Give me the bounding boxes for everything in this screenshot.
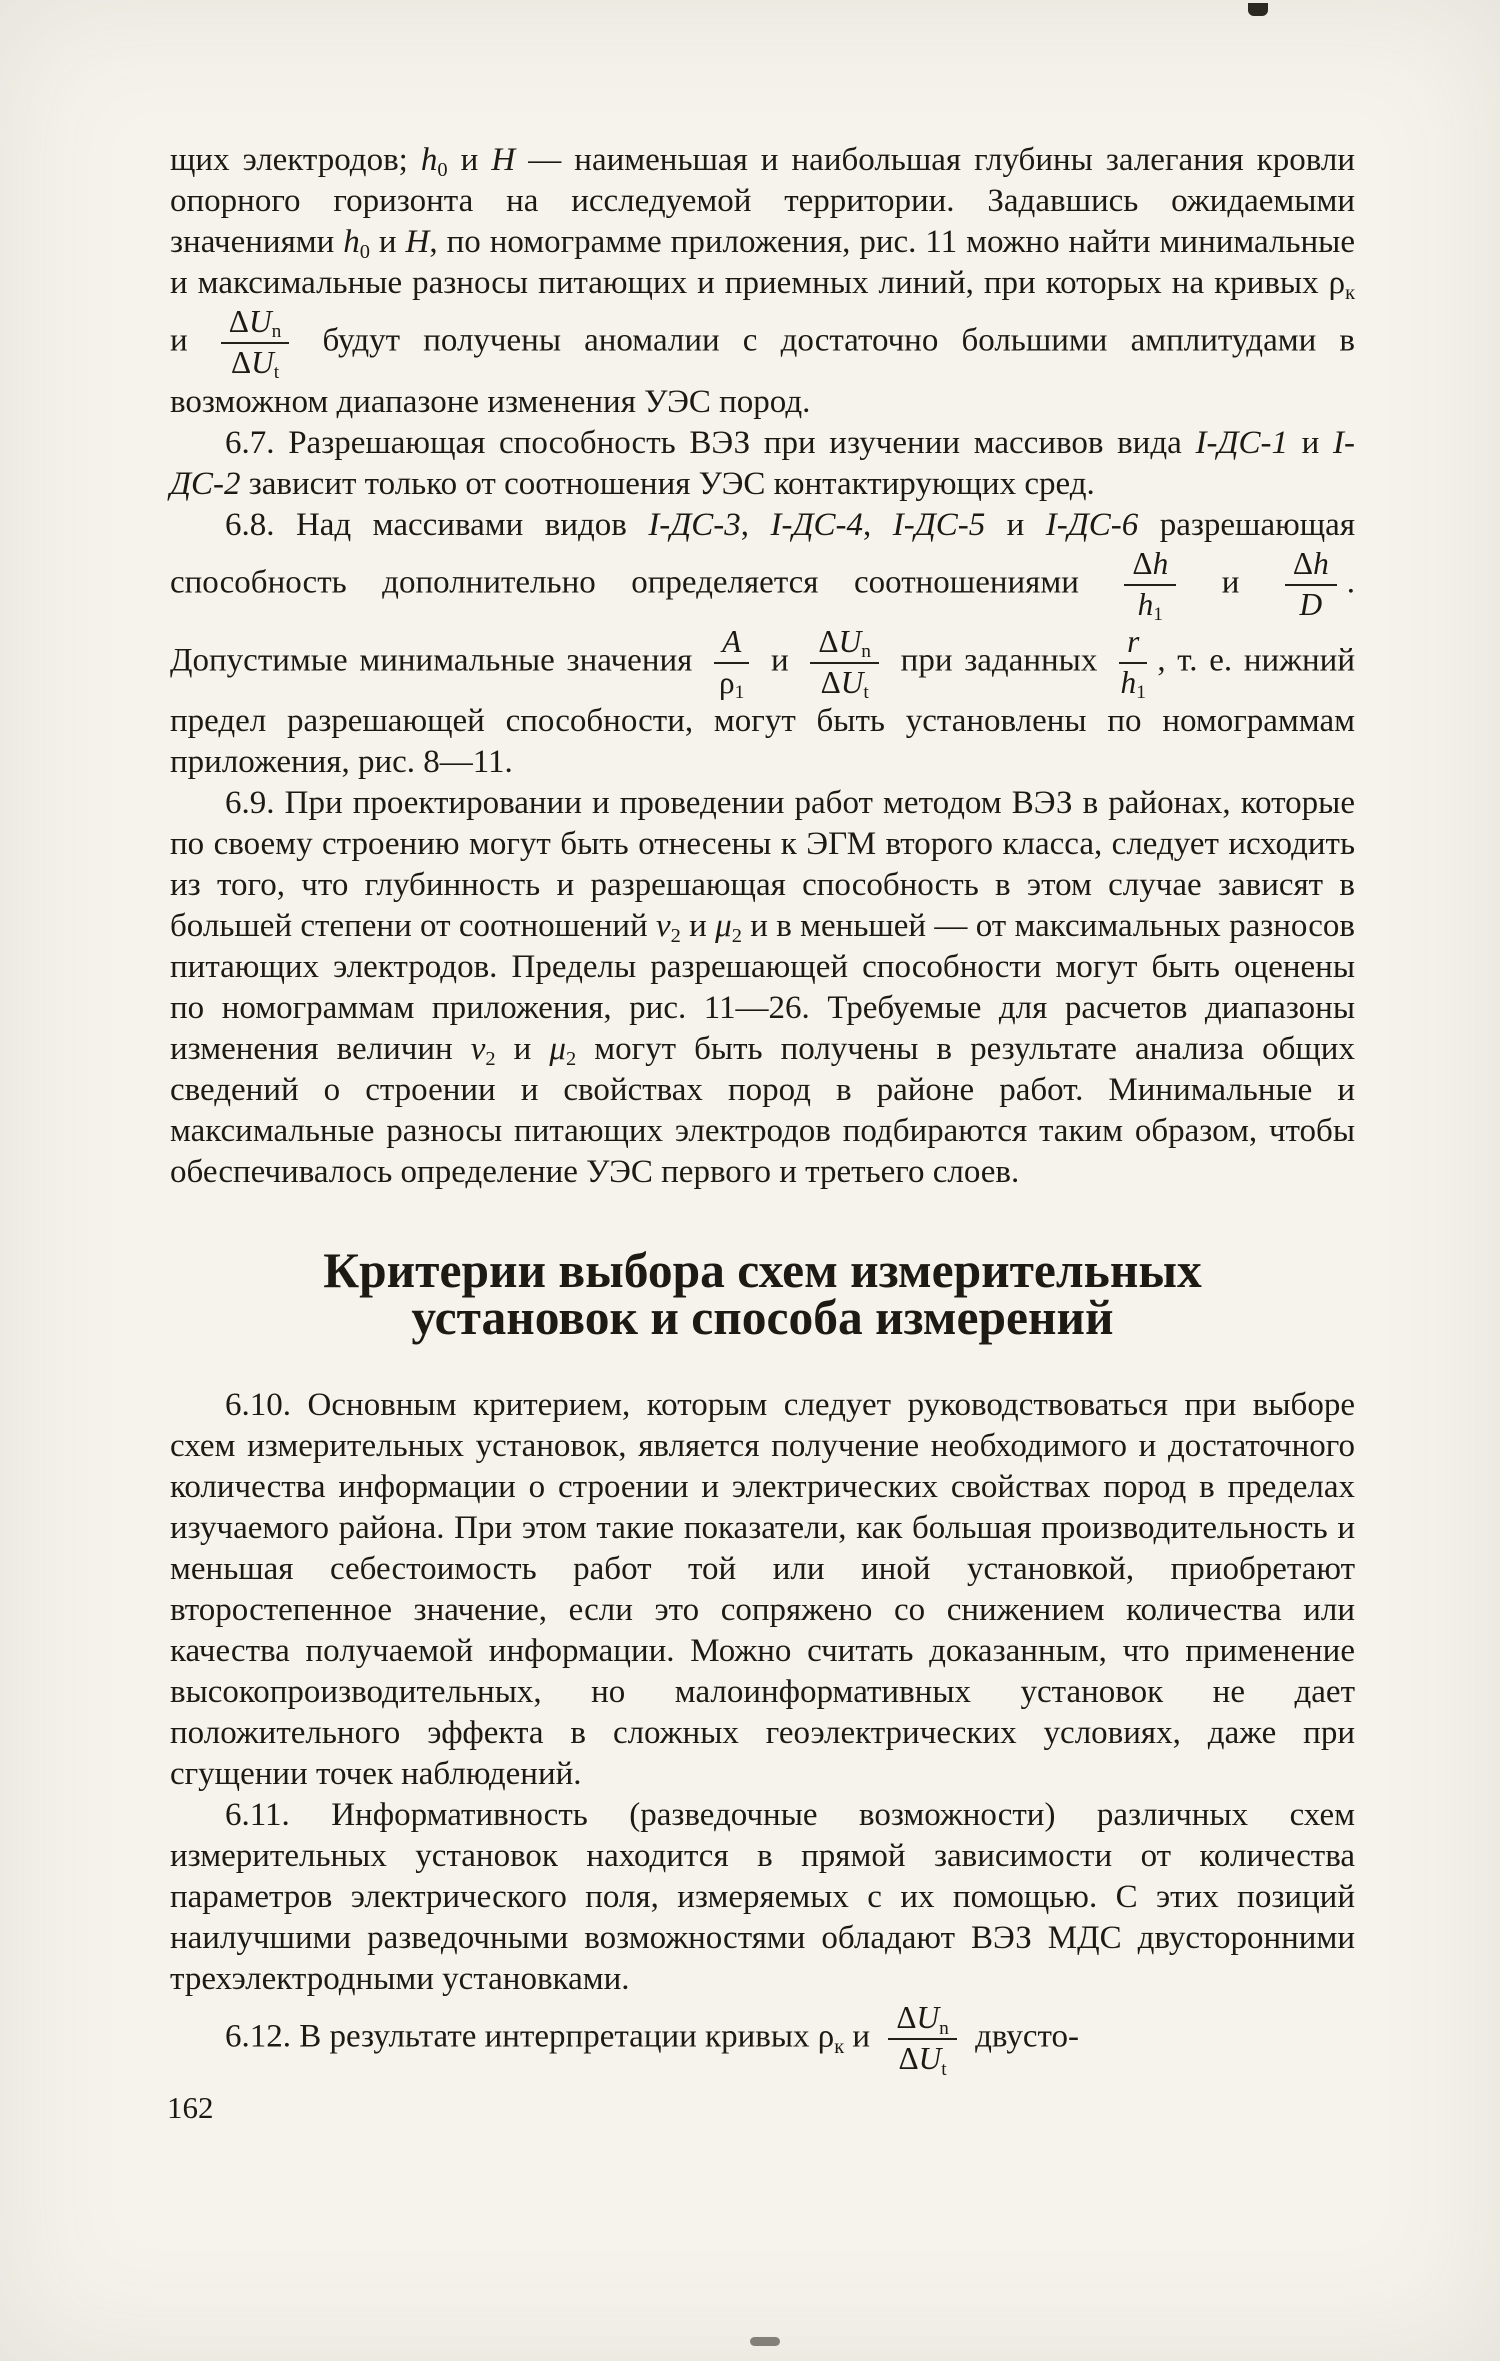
text-block xyxy=(170,140,1355,2078)
text-run: , т. е. нижний предел разрешающей способности, могут быть установлены по номограммам приложения, рис. 8—11. xyxy=(170,642,1355,781)
subscript: 1 xyxy=(1153,604,1164,626)
fraction-dUn-dUt xyxy=(888,2000,957,2080)
math-var-h: h xyxy=(1152,545,1169,581)
text-run: 6.9. При проектировании и проведении работ методом ВЭЗ в районах, которые по своему строению могут быть отнесены к ЭГМ второго класса, следует исходить из того, что глубинность и разрешающая способность в этом случае зависят в большей степени от соотношений xyxy=(170,785,1355,945)
subscript: 0 xyxy=(437,158,448,181)
fraction-numerator xyxy=(810,623,879,664)
fraction-dh-h1 xyxy=(1124,545,1176,626)
subscript: n xyxy=(271,321,282,343)
math-var-h0: h xyxy=(420,142,438,178)
subscript: t xyxy=(941,2058,947,2080)
fraction-numerator xyxy=(888,2002,957,2040)
text-run: и xyxy=(759,642,801,679)
fraction-denominator xyxy=(1120,664,1146,703)
delta: Δ xyxy=(818,623,839,659)
text-run: и xyxy=(680,908,716,945)
fraction-denominator xyxy=(718,664,745,703)
fraction-denominator xyxy=(898,2040,947,2080)
text-run: — наименьшая и наибольшая глубины залегания кровли опорного горизонта на исследуемой территории. Задавшись ожидаемыми значениями xyxy=(170,142,1355,260)
math-var-A: A xyxy=(722,623,742,659)
subscript: к xyxy=(1345,281,1355,304)
fraction-numerator xyxy=(221,306,290,344)
fraction-denominator xyxy=(820,664,869,703)
text-run: и xyxy=(447,142,492,178)
math-var-rho: ρ xyxy=(718,664,735,700)
class-label: I-ДС-5 xyxy=(892,506,986,543)
fraction-denominator xyxy=(230,344,280,384)
math-var-nu2: ν xyxy=(470,1031,486,1068)
fraction-dh-D xyxy=(1285,545,1337,622)
section-heading xyxy=(170,1243,1355,1346)
subscript: 2 xyxy=(731,925,742,948)
math-var-rho-k: ρ xyxy=(1328,265,1346,301)
delta: Δ xyxy=(1132,545,1153,581)
math-var-U: U xyxy=(918,2041,942,2077)
paragraph-intro xyxy=(170,140,1355,423)
math-var-r: r xyxy=(1127,623,1140,659)
math-var-U: U xyxy=(916,2000,940,2036)
paragraph-6-10 xyxy=(170,1385,1355,1795)
text-run: и xyxy=(369,224,406,260)
class-label: I-ДС-1 xyxy=(1195,424,1288,461)
math-var-U: U xyxy=(838,623,862,659)
math-var-H: H xyxy=(491,142,516,178)
math-var-h: h xyxy=(1120,664,1137,700)
fraction-numerator xyxy=(714,623,749,664)
fraction-denominator xyxy=(1300,586,1323,622)
math-var-U: U xyxy=(840,664,864,700)
math-var-mu2: μ xyxy=(549,1031,566,1068)
paragraph-6-8 xyxy=(170,505,1355,784)
text-run: и xyxy=(170,322,211,359)
scan-artifact xyxy=(1248,3,1268,16)
text-run: , по номограмме приложения, рис. 11 можно найти минимальные и максимальные разносы питающих и приемных линий, при которых на кривых xyxy=(170,224,1355,301)
fraction-numerator xyxy=(1124,545,1176,586)
subscript: 2 xyxy=(485,1048,496,1071)
text-run: и xyxy=(844,2018,879,2055)
text-run: и xyxy=(495,1031,550,1068)
class-label: I-ДС-3 xyxy=(648,506,741,543)
text-run: и xyxy=(1287,424,1334,461)
fraction-numerator xyxy=(1119,623,1147,664)
heading-line-1: Критерии выбора схем измерительных xyxy=(323,1243,1202,1299)
subscript: 2 xyxy=(565,1048,577,1071)
paragraph-6-7 xyxy=(170,423,1355,505)
fraction-dUn-dUt xyxy=(221,304,290,384)
text-run: могут быть получены в результате анализа общих сведений о строении и свойствах пород в районе работ. Минимальные и максимальные разносы питающих электродов подбираются таким образом, чтобы обеспечивалось определение УЭС первого и третьего слоев. xyxy=(170,1031,1355,1191)
text-run: . Допустимые минимальные значения xyxy=(170,564,1355,679)
text-run: 6.11. Информативность (разведочные возможности) различных схем измерительных установок находится в прямой зависимости от количества параметров электрического поля, измеряемых с их помощью. С этих позиций наилучшими разведочными возможностями обладают ВЭЗ МДС двусторонними трехэлектродными установками. xyxy=(170,1797,1355,1998)
text-run: двусто- xyxy=(966,2018,1079,2055)
subscript: t xyxy=(863,681,869,703)
text-run: зависит только от соотношения УЭС контактирующих сред. xyxy=(240,465,1095,502)
subscript: к xyxy=(834,2035,845,2058)
subscript: n xyxy=(939,2017,949,2039)
delta: Δ xyxy=(820,664,841,700)
text-run: , xyxy=(863,506,893,543)
math-var-H: H xyxy=(405,224,430,260)
text-run: при заданных xyxy=(888,642,1110,679)
paragraph-6-12 xyxy=(170,2000,1355,2078)
text-run: 6.8. Над массивами видов xyxy=(225,506,649,543)
subscript: t xyxy=(273,362,280,384)
delta: Δ xyxy=(1292,545,1314,581)
page-number: 162 xyxy=(167,2090,214,2125)
fraction-A-rho1 xyxy=(714,623,749,703)
math-var-nu2: ν xyxy=(656,908,671,945)
paragraph-6-9 xyxy=(170,783,1355,1193)
math-var-h0: h xyxy=(343,224,360,260)
fraction-dUn-dUt xyxy=(810,623,879,703)
class-label: I-ДС-6 xyxy=(1045,506,1139,543)
subscript: 0 xyxy=(359,240,370,263)
math-var-mu2: μ xyxy=(715,908,732,945)
delta: Δ xyxy=(228,304,249,339)
math-var-D: D xyxy=(1299,586,1323,622)
fraction-r-h1 xyxy=(1119,623,1147,703)
text-run: и xyxy=(985,506,1046,543)
text-run: разрешающая способность дополнительно определяется соотношениями xyxy=(170,506,1356,601)
text-run: и в меньшей — от максимальных разносов питающих электродов. Пределы разрешающей способности могут быть оценены по номограммам приложения, рис. 11—26. Требуемые для расчетов диапазоны изменения величин xyxy=(170,908,1355,1068)
subscript: 1 xyxy=(1136,681,1146,703)
fraction-numerator xyxy=(1285,545,1337,586)
text-run: и xyxy=(1186,564,1275,601)
text-run: щих электродов; xyxy=(170,142,421,178)
text-run: 6.7. Разрешающая способность ВЭЗ при изучении массивов вида xyxy=(225,424,1196,461)
fraction-denominator xyxy=(1137,586,1164,626)
math-var-U: U xyxy=(251,344,274,380)
math-var-h: h xyxy=(1313,545,1329,581)
subscript: 2 xyxy=(670,925,681,948)
text-run: 6.12. В результате интерпретации кривых xyxy=(225,2018,818,2055)
delta: Δ xyxy=(898,2041,919,2077)
math-var-U: U xyxy=(248,304,272,339)
text-run: будут получены аномалии с достаточно большими амплитудами в возможном диапазоне изменения УЭС пород. xyxy=(170,322,1355,420)
delta: Δ xyxy=(896,2000,917,2036)
scan-artifact xyxy=(750,2337,780,2346)
class-label: I-ДС-2 xyxy=(170,424,1355,502)
class-label: I-ДС-4 xyxy=(770,506,863,543)
paragraph-6-11 xyxy=(170,1795,1355,2000)
text-run: 6.10. Основным критерием, которым следует руководствоваться при выборе схем измерительных установок, является получение необходимого и достаточного количества информации о строении и электрических свойствах пород в пределах изучаемого района. При этом такие показатели, как большая производительность и меньшая себестоимость работ той или иной установкой, приобретают второстепенное значение, если это сопряжено со снижением количества или качества получаемой информации. Можно считать доказанным, что применение высокопроизводительных, но малоинформативных установок не дает положительного эффекта в сложных геоэлектрических условиях, даже при сгущении точек наблюдений. xyxy=(170,1387,1355,1793)
delta: Δ xyxy=(230,344,252,380)
subscript: n xyxy=(861,641,871,663)
text-run: , xyxy=(740,506,771,543)
math-var-h: h xyxy=(1137,586,1154,622)
subscript: 1 xyxy=(734,681,745,703)
heading-line-2: установок и способа измерений xyxy=(411,1290,1114,1346)
math-var-rho-k: ρ xyxy=(817,2018,835,2055)
